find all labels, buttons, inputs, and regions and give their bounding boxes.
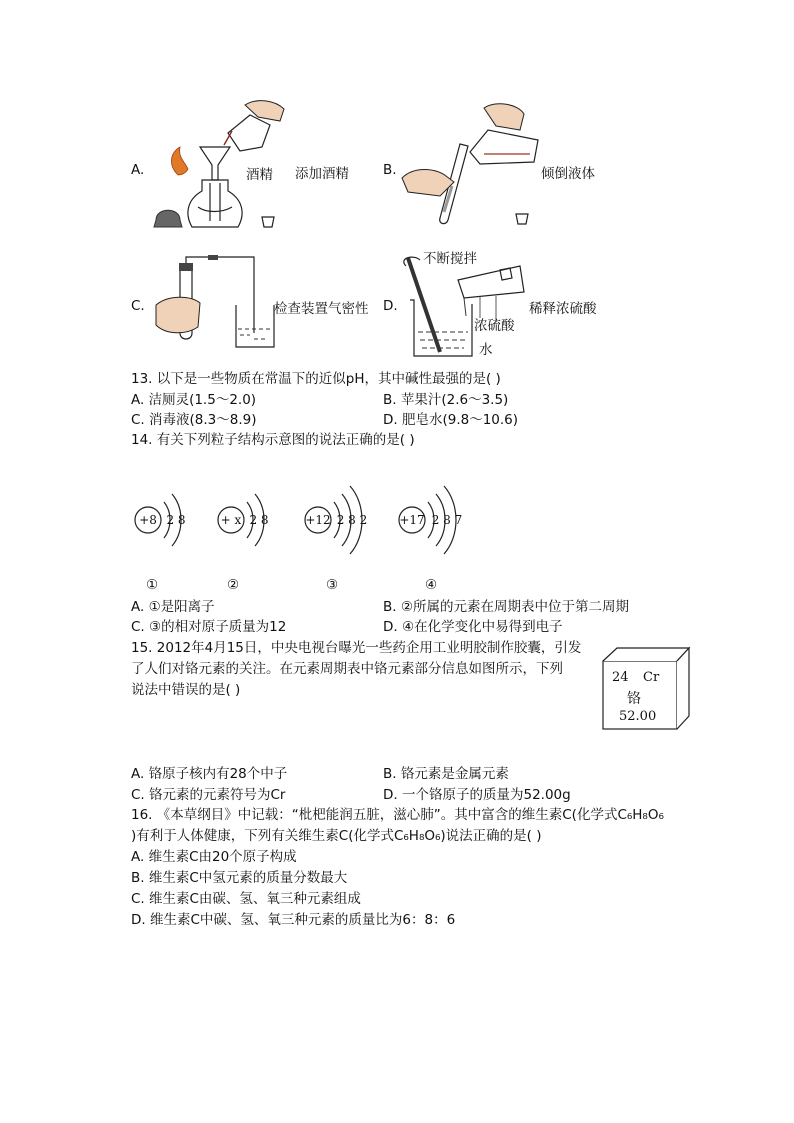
option-a-label-alcohol: 酒精 xyxy=(246,167,273,183)
option-d-letter: D. xyxy=(383,298,398,314)
element-symbol: Cr xyxy=(643,670,660,685)
particle-diagram-2 xyxy=(218,494,269,546)
option-c-label: 检查装置气密性 xyxy=(274,301,369,317)
q15-option-c: C. 铬元素的元素符号为Cr xyxy=(131,787,286,803)
particle-diagram-1 xyxy=(135,494,186,546)
option-a-letter: A. xyxy=(131,162,145,178)
option-d-label-main: 稀释浓硫酸 xyxy=(529,301,597,317)
particle-2-shells: 2 8 xyxy=(249,513,269,527)
particle-diagram-3 xyxy=(305,486,367,554)
q16-option-d: D. 维生素C中碳、氢、氧三种元素的质量比为6：8：6 xyxy=(131,912,456,928)
option-d-label-water: 水 xyxy=(479,342,493,358)
particle-4-mark: ④ xyxy=(425,577,438,593)
particle-diagram-4 xyxy=(399,486,462,554)
option-a-label-add: 添加酒精 xyxy=(295,166,349,182)
q14-option-b: B. ②所属的元素在周期表中位于第二周期 xyxy=(383,599,629,615)
particle-4-nucleus: +17 xyxy=(399,513,425,527)
q16-stem-line2: )有利于人体健康，下列有关维生素C(化学式C₆H₈O₆)说法正确的是( ) xyxy=(131,828,542,844)
option-d-label-acid: 浓硫酸 xyxy=(474,318,515,334)
particle-1-nucleus: +8 xyxy=(139,513,157,527)
pouring-liquid-illustration xyxy=(400,100,550,235)
q15-option-a: A. 铬原子核内有28个中子 xyxy=(131,766,288,782)
q14-stem: 14. 有关下列粒子结构示意图的说法正确的是( ) xyxy=(131,432,415,448)
q15-stem-line3: 说法中错误的是( ) xyxy=(131,682,241,698)
q15-option-b: B. 铬元素是金属元素 xyxy=(383,766,509,782)
q16-option-b: B. 维生素C中氢元素的质量分数最大 xyxy=(131,870,348,886)
q13-option-b: B. 苹果汁(2.6～3.5) xyxy=(383,392,509,408)
particle-4-shells: 2 8 7 xyxy=(431,513,463,527)
q16-option-a: A. 维生素C由20个原子构成 xyxy=(131,849,297,865)
q15-stem-line2: 了人们对铬元素的关注。在元素周期表中铬元素部分信息如图所示，下列 xyxy=(131,661,563,677)
particle-1-mark: ① xyxy=(146,577,159,593)
element-name: 铬 xyxy=(627,691,641,707)
particle-1-shells: 2 8 xyxy=(166,513,186,527)
element-atomic-mass: 52.00 xyxy=(619,709,657,724)
particle-2-mark: ② xyxy=(227,577,240,593)
element-atomic-number: 24 xyxy=(612,670,629,685)
option-b-letter: B. xyxy=(383,162,397,178)
q13-option-c: C. 消毒液(8.3～8.9) xyxy=(131,412,257,428)
particle-structure-diagrams xyxy=(130,480,490,570)
option-d-label-stir: 不断搅拌 xyxy=(423,251,477,267)
q14-option-c: C. ③的相对原子质量为12 xyxy=(131,619,287,635)
q14-option-a: A. ①是阳离子 xyxy=(131,599,215,615)
option-c-letter: C. xyxy=(131,298,145,314)
q13-option-a: A. 洁厕灵(1.5～2.0) xyxy=(131,392,257,408)
particle-3-shells: 2 8 2 xyxy=(336,513,368,527)
particle-3-nucleus: +12 xyxy=(305,513,331,527)
option-b-label: 倾倒液体 xyxy=(541,166,595,182)
dilute-sulfuric-acid-illustration xyxy=(400,252,530,360)
q16-option-c: C. 维生素C由碳、氢、氧三种元素组成 xyxy=(131,891,361,907)
particle-3-mark: ③ xyxy=(326,577,339,593)
q13-option-d: D. 肥皂水(9.8～10.6) xyxy=(383,412,519,428)
particle-2-nucleus: + x xyxy=(220,513,242,527)
q14-option-d: D. ④在化学变化中易得到电子 xyxy=(383,619,563,635)
airtightness-check-illustration xyxy=(150,255,280,355)
q13-stem: 13. 以下是一些物质在常温下的近似pH，其中碱性最强的是( ) xyxy=(131,371,501,387)
q16-stem-line1: 16. 《本草纲目》中记载：“枇杷能润五脏，滋心肺”。其中富含的维生素C(化学式C₆H₈O₆ xyxy=(131,807,664,823)
q15-stem-line1: 15. 2012年4月15日，中央电视台曝光一些药企用工业明胶制作胶囊，引发 xyxy=(131,640,582,656)
q15-option-d: D. 一个铬原子的质量为52.00g xyxy=(383,787,571,803)
